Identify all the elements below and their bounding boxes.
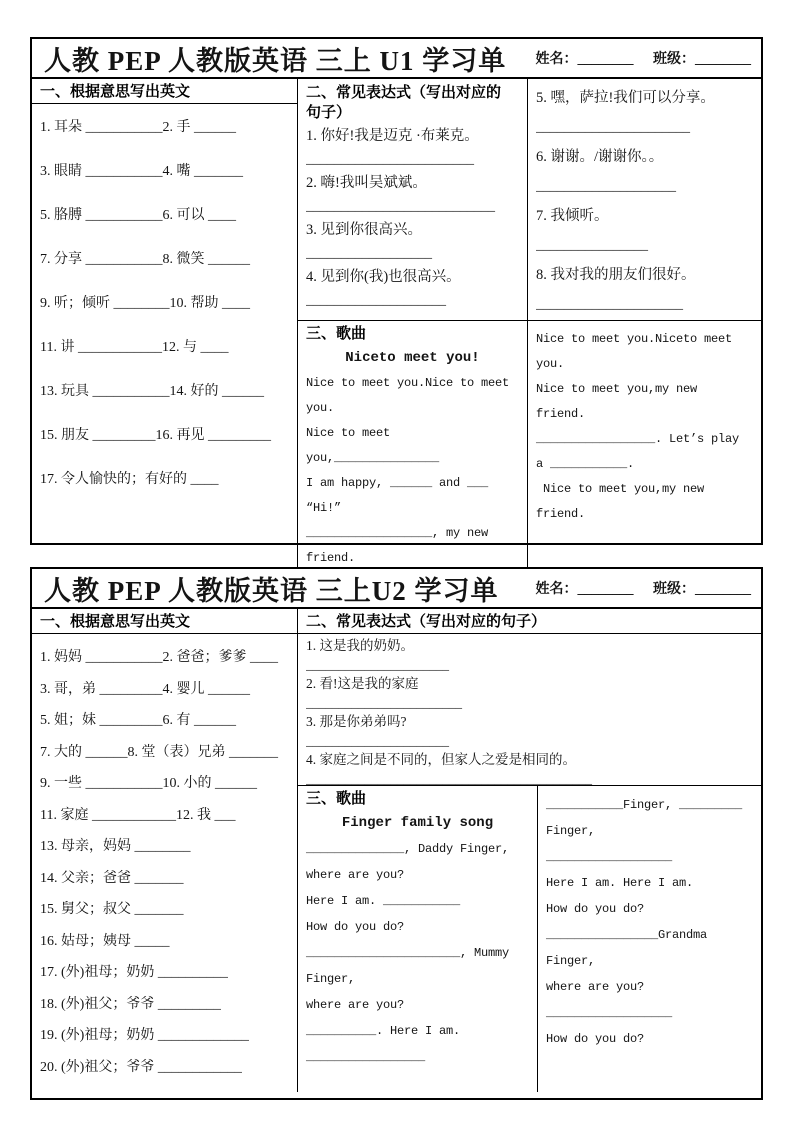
expression-prompt: 5. 嘿，萨拉!我们可以分享。 bbox=[536, 90, 715, 106]
song-line: How do you do? bbox=[546, 902, 645, 916]
name-class-fields bbox=[520, 578, 752, 598]
u1-expressions-column bbox=[298, 79, 528, 573]
name-class-fields bbox=[520, 48, 752, 68]
worksheet-title: 人教 PEP 人教版英语 三上U2 学习单 bbox=[44, 575, 499, 606]
song-line: Here I am. Here I am. bbox=[546, 876, 694, 890]
vocab-item: 5. 姐；妹 _________6. 有 ______ bbox=[40, 713, 236, 728]
u2-expressions-header: 二、常见表达式（写出对应的句子） bbox=[298, 609, 761, 634]
u1-song-cell-right bbox=[528, 321, 761, 573]
u1-expressions-left-list bbox=[306, 124, 519, 312]
worksheet-u1 bbox=[30, 37, 763, 565]
answer-blank: ________________________ bbox=[306, 695, 462, 710]
u2-song-area bbox=[298, 786, 761, 1092]
u1-expressions-cell-2 bbox=[528, 79, 761, 321]
u2-song-header: 三、歌曲 bbox=[306, 790, 367, 807]
u1-expressions-cell bbox=[298, 79, 527, 321]
u1-expressions-header: 二、常见表达式（写出对应的句子） bbox=[306, 84, 502, 121]
expression-item bbox=[536, 201, 753, 260]
vocab-item: 17. 令人愉快的；有好的 ____ bbox=[40, 472, 219, 487]
song-line: _________________ bbox=[306, 1050, 426, 1064]
answer-blank: ________________________ bbox=[306, 152, 474, 167]
u1-song-header: 三、歌曲 bbox=[306, 325, 367, 342]
vocab-item: 17. (外)祖母；奶奶 __________ bbox=[40, 965, 228, 980]
expression-prompt: 1. 这是我的奶奶。 bbox=[306, 638, 414, 653]
worksheet-u2-title-row bbox=[32, 569, 761, 609]
vocab-item: 13. 玩具 ___________14. 好的 ______ bbox=[40, 384, 264, 399]
u2-vocabulary-column bbox=[32, 609, 298, 1092]
u2-right-area bbox=[298, 609, 761, 1092]
expression-item bbox=[306, 636, 753, 674]
vocab-item: 1. 耳朵 ___________2. 手 ______ bbox=[40, 120, 236, 135]
expression-prompt: 6. 谢谢。/谢谢你。。 bbox=[536, 149, 664, 165]
song-line: where are you? bbox=[546, 980, 645, 994]
name-field bbox=[536, 582, 634, 597]
vocab-item: 9. 听；倾听 ________10. 帮助 ____ bbox=[40, 296, 250, 311]
u2-song-title: Finger family song bbox=[341, 815, 494, 831]
song-line: Here I am. ___________ bbox=[306, 894, 461, 908]
vocab-item: 3. 眼睛 ___________4. 嘴 _______ bbox=[40, 164, 243, 179]
u2-song-cell-left bbox=[298, 786, 538, 1092]
u1-vocabulary-column bbox=[32, 79, 298, 573]
expression-prompt: 2. 看!这是我的家庭 bbox=[306, 676, 419, 691]
vocab-item: 14. 父亲；爸爸 _______ bbox=[40, 870, 184, 886]
vocab-item: 11. 讲 ____________12. 与 ____ bbox=[40, 340, 229, 355]
expression-item bbox=[536, 142, 753, 201]
u1-song-lines-right bbox=[536, 327, 753, 527]
song-line: Nice to meet you,my new friend. bbox=[536, 482, 712, 521]
song-line: ______________, Daddy Finger, bbox=[306, 842, 510, 856]
song-line: _________________. Let’s play a ___________. bbox=[536, 432, 747, 471]
vocab-item: 19. (外)祖母；奶奶 _____________ bbox=[40, 1028, 249, 1043]
u1-song-title: Niceto meet you! bbox=[345, 350, 480, 366]
song-line: How do you do? bbox=[306, 920, 405, 934]
answer-blank: __________________ bbox=[306, 246, 432, 261]
expression-prompt: 4. 见到你(我)也很高兴。 bbox=[306, 269, 461, 285]
expression-item bbox=[306, 712, 753, 750]
u1-vocabulary-header: 一、根据意思写出英文 bbox=[32, 79, 297, 104]
vocab-item: 15. 舅父；叔父 _______ bbox=[40, 902, 184, 917]
expression-prompt: 4. 家庭之间是不同的，但家人之爱是相同的。 bbox=[306, 752, 576, 767]
name-label: 姓名： bbox=[535, 52, 578, 67]
expression-prompt: 1. 你好!我是迈克 ·布莱克。 bbox=[306, 128, 479, 144]
song-line: Nice to meet you,my new friend. bbox=[536, 382, 705, 421]
answer-blank: ______________________ bbox=[306, 733, 449, 748]
expression-item bbox=[536, 83, 753, 142]
expression-prompt: 8. 我对我的朋友们很好。 bbox=[536, 267, 696, 283]
vocab-item: 7. 大的 ______8. 堂（表）兄弟 _______ bbox=[40, 744, 278, 760]
answer-blank: ____________________ bbox=[306, 293, 446, 308]
vocab-item: 9. 一些 ___________10. 小的 ______ bbox=[40, 776, 257, 791]
vocab-item: 20. (外)祖父；爷爷 ____________ bbox=[40, 1059, 242, 1075]
name-label: 姓名： bbox=[535, 582, 578, 597]
expression-item bbox=[306, 218, 519, 265]
vocab-item: 15. 朋友 _________16. 再见 _________ bbox=[40, 428, 271, 443]
expression-prompt: 2. 嗨!我叫吴斌斌。 bbox=[306, 175, 427, 191]
answer-blank: ______________________ bbox=[306, 657, 449, 672]
song-line: Nice to meet you,_______________ bbox=[306, 426, 440, 465]
u2-song-cell-right bbox=[538, 786, 761, 1092]
worksheet-u2-body bbox=[32, 609, 761, 1092]
name-blank: ________ bbox=[577, 52, 634, 67]
name-field bbox=[536, 52, 634, 67]
song-line: __________. Here I am. bbox=[306, 1024, 461, 1038]
u2-expressions-cell bbox=[298, 634, 761, 786]
expression-item bbox=[306, 265, 519, 312]
class-label: 班级： bbox=[653, 582, 695, 597]
class-field bbox=[653, 52, 751, 67]
song-line: ______________________, Mummy Finger, bbox=[306, 946, 517, 986]
song-line: ___________Finger, _________ Finger, bbox=[546, 798, 750, 838]
u2-song-lines-right bbox=[546, 792, 753, 1052]
song-line: __________________ bbox=[546, 1006, 673, 1020]
u1-vocabulary-list bbox=[32, 104, 297, 488]
song-line: where are you? bbox=[306, 998, 405, 1012]
expression-item bbox=[306, 171, 519, 218]
vocab-item: 16. 姑母；姨母 _____ bbox=[40, 933, 170, 949]
worksheet-u1-title-row bbox=[32, 39, 761, 79]
answer-blank: ____________________ bbox=[536, 179, 676, 194]
expression-prompt: 7. 我倾听。 bbox=[536, 208, 609, 224]
worksheet-title: 人教 PEP 人教版英语 三上 U1 学习单 bbox=[44, 45, 507, 76]
song-line: Nice to meet you.Niceto meet you. bbox=[536, 332, 740, 371]
vocab-item: 5. 胳膊 ___________6. 可以 ____ bbox=[40, 208, 236, 223]
expression-item bbox=[306, 124, 519, 171]
worksheet-u2 bbox=[30, 567, 763, 1100]
vocab-item: 3. 哥，弟 _________4. 婴儿 ______ bbox=[40, 681, 250, 697]
u1-song-cell-left bbox=[298, 321, 527, 573]
u2-song-lines-left bbox=[306, 836, 529, 1070]
class-blank: ________ bbox=[695, 52, 751, 67]
vocab-item: 13. 母亲，妈妈 ________ bbox=[40, 839, 191, 854]
expression-item bbox=[536, 260, 753, 319]
expression-prompt: 3. 那是你弟弟吗? bbox=[306, 714, 407, 729]
u2-vocabulary-list bbox=[32, 634, 297, 1076]
expression-prompt: 3. 见到你很高兴。 bbox=[306, 222, 422, 238]
answer-blank: ___________________________ bbox=[306, 199, 495, 214]
u1-song-lines-left bbox=[306, 371, 519, 571]
answer-blank: ____________________________________________ bbox=[306, 771, 592, 786]
name-blank: ________ bbox=[577, 582, 634, 597]
song-line: __________________, my new friend. bbox=[306, 526, 496, 565]
song-line: where are you? bbox=[306, 868, 405, 882]
u2-vocabulary-header: 一、根据意思写出英文 bbox=[32, 609, 297, 634]
expression-item bbox=[306, 674, 753, 712]
song-line: __________________ bbox=[546, 850, 673, 864]
answer-blank: ________________ bbox=[536, 238, 648, 253]
vocab-item: 1. 妈妈 ___________2. 爸爸；爹爹 ____ bbox=[40, 650, 278, 665]
class-label: 班级： bbox=[653, 52, 695, 67]
vocab-item: 11. 家庭 ____________12. 我 ___ bbox=[40, 807, 236, 823]
song-line: I am happy, ______ and ___ “Hi!” bbox=[306, 476, 496, 515]
vocab-item: 7. 分享 ___________8. 微笑 ______ bbox=[40, 252, 250, 267]
answer-blank: ______________________ bbox=[536, 120, 690, 135]
song-line: How do you do? bbox=[546, 1032, 645, 1046]
expression-item bbox=[306, 750, 753, 786]
song-line: Nice to meet you.Nice to meet you. bbox=[306, 376, 517, 415]
class-field bbox=[653, 582, 751, 597]
song-line: ________________Grandma Finger, bbox=[546, 928, 715, 968]
class-blank: ________ bbox=[695, 582, 751, 597]
u1-expressions-column-2 bbox=[528, 79, 761, 573]
worksheet-u1-body bbox=[32, 79, 761, 565]
vocab-item: 18. (外)祖父；爷爷 _________ bbox=[40, 996, 221, 1012]
u1-expressions-right-list bbox=[536, 83, 753, 319]
answer-blank: _____________________ bbox=[536, 297, 683, 312]
